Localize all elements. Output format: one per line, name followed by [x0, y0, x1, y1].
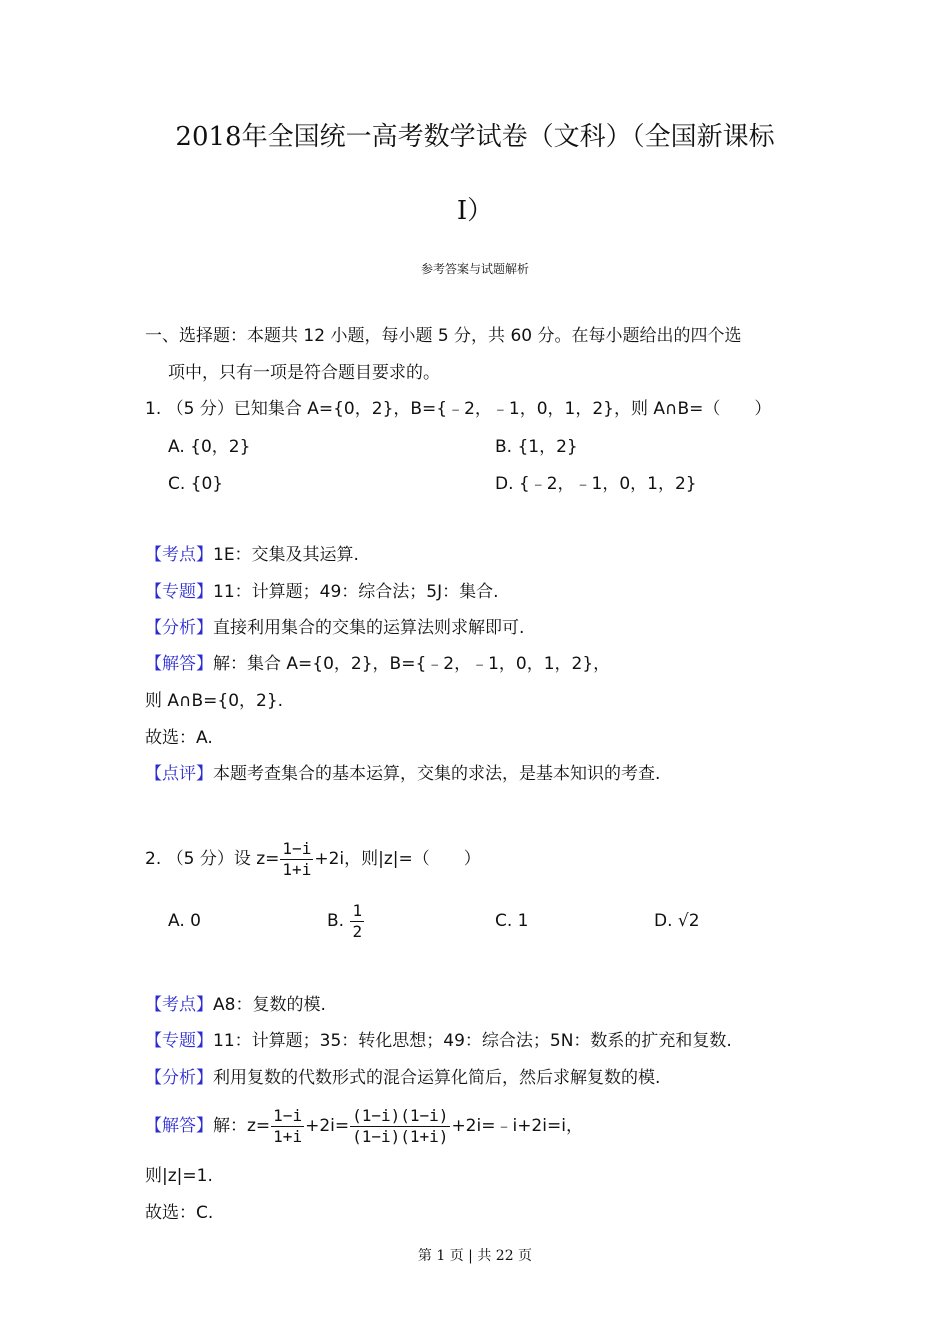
- numerator: 1−i: [273, 1105, 303, 1125]
- q1-jieda-line3: 故选：A.: [145, 728, 213, 748]
- q2-stem: [145, 838, 481, 880]
- title-line-1: 2018年全国统一高考数学试卷（文科）（全国新课标: [175, 122, 775, 152]
- page-footer: 第 1 页 | 共 22 页: [417, 1248, 533, 1264]
- text: 解：集合 A={0，2}，B={﹣2，﹣1，0，1，2}，: [213, 654, 611, 674]
- text: 解：z=: [213, 1116, 271, 1136]
- sqrt-value: √2: [677, 911, 700, 931]
- text: 直接利用集合的交集的运算法则求解即可.: [213, 618, 525, 638]
- denominator: 2: [352, 921, 363, 941]
- numerator: 1: [352, 900, 363, 920]
- tag: 【专题】: [145, 1031, 213, 1051]
- q2-zhuanti: [145, 1030, 732, 1052]
- label: B.: [327, 911, 345, 931]
- q2-option-c: C. 1: [495, 911, 529, 931]
- fraction: [350, 901, 364, 942]
- q1-stem: 1. （5 分）已知集合 A={0，2}，B={﹣2，﹣1，0，1，2}，则 A∩B=（ ）: [145, 399, 772, 419]
- text: 1E：交集及其运算.: [213, 545, 359, 565]
- denominator: (1−i)(1+i): [352, 1126, 449, 1146]
- tag: 【解答】: [145, 1116, 213, 1136]
- q1-jieda: [145, 653, 610, 675]
- text: 利用复数的代数形式的混合运算化简后，然后求解复数的模.: [213, 1068, 661, 1088]
- q2-fenxi: [145, 1067, 660, 1089]
- q1-fenxi: [145, 617, 524, 639]
- q2-option-d: [654, 910, 700, 932]
- subtitle: 参考答案与试题解析: [420, 262, 529, 276]
- text: +2i，则|z|=（ ）: [314, 849, 481, 869]
- q1-option-d: D. {﹣2，﹣1，0，1，2}: [495, 474, 697, 494]
- tag: 【解答】: [145, 654, 213, 674]
- numerator: 1−i: [282, 838, 312, 858]
- text: 11：计算题；49：综合法；5J：集合.: [213, 582, 499, 602]
- text: +2i=: [305, 1116, 350, 1136]
- q1-zhuanti: [145, 581, 499, 603]
- fraction: [271, 1106, 304, 1147]
- q1-option-b: B. {1，2}: [495, 437, 578, 457]
- q1-kaodian: [145, 544, 359, 566]
- denominator: 1+i: [282, 859, 312, 879]
- section-heading: 一、选择题：本题共 12 小题，每小题 5 分，共 60 分。在每小题给出的四个选: [145, 326, 742, 346]
- tag: 【分析】: [145, 618, 213, 638]
- q1-option-c: C. {0}: [168, 474, 224, 494]
- q2-jieda: [145, 1105, 583, 1147]
- q1-option-a: A. {0，2}: [168, 437, 251, 457]
- text: 本题考查集合的基本运算，交集的求法，是基本知识的考查.: [213, 764, 661, 784]
- tag: 【点评】: [145, 764, 213, 784]
- label: D.: [654, 911, 673, 931]
- numerator: (1−i)(1−i): [352, 1105, 449, 1125]
- text: 11：计算题；35：转化思想；49：综合法；5N：数系的扩充和复数.: [213, 1031, 732, 1051]
- text: A8：复数的模.: [213, 995, 326, 1015]
- tag: 【专题】: [145, 582, 213, 602]
- tag: 【考点】: [145, 995, 213, 1015]
- section-heading-cont: 项中，只有一项是符合题目要求的。: [168, 363, 440, 383]
- q2-jieda-line2: 则|z|=1.: [145, 1166, 213, 1186]
- fraction: [350, 1106, 450, 1147]
- q1-jieda-line2: 则 A∩B={0，2}.: [145, 691, 284, 711]
- tag: 【分析】: [145, 1068, 213, 1088]
- q2-kaodian: [145, 994, 326, 1016]
- q2-option-b: [327, 900, 365, 942]
- title-line-2: Ⅰ）: [456, 196, 494, 226]
- denominator: 1+i: [273, 1126, 303, 1146]
- fraction: [280, 839, 313, 880]
- tag: 【考点】: [145, 545, 213, 565]
- q1-dianping: [145, 763, 660, 785]
- text: +2i=﹣i+2i=i，: [451, 1116, 583, 1136]
- q2-jieda-line3: 故选：C.: [145, 1203, 214, 1223]
- text: 2. （5 分）设 z=: [145, 849, 280, 869]
- q2-option-a: A. 0: [168, 911, 201, 931]
